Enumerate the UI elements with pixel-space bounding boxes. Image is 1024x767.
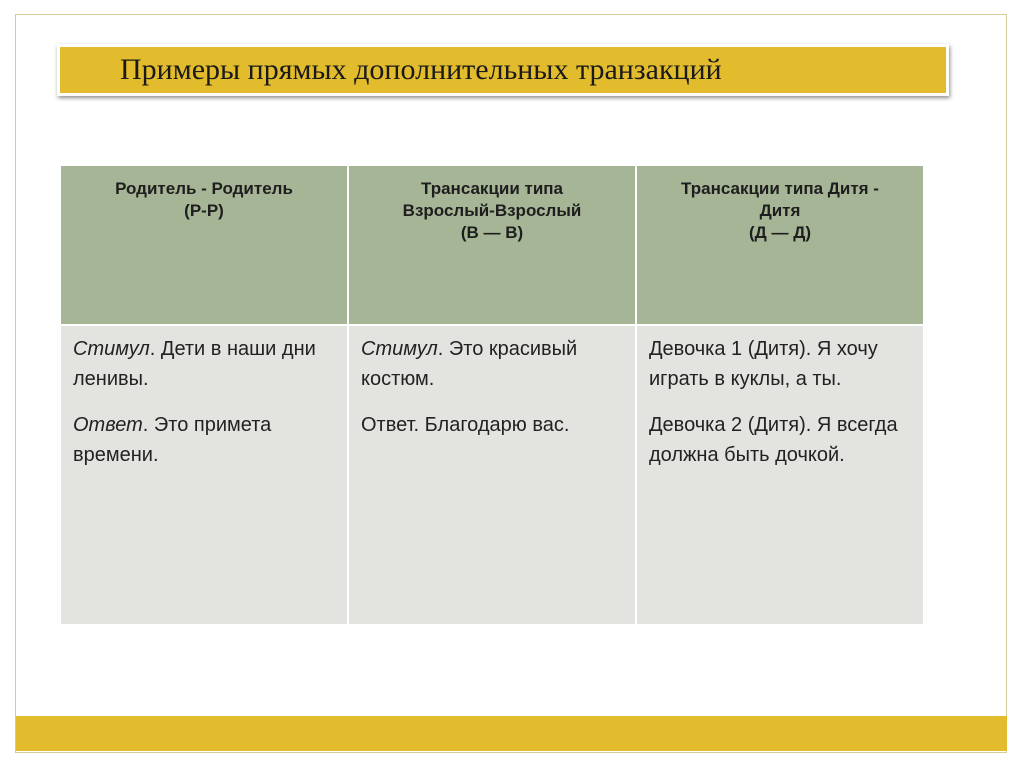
table-container xyxy=(59,164,925,626)
stimulus-text: . Это красивый костюм. xyxy=(361,338,578,390)
table-row xyxy=(60,325,924,625)
girl-2-paragraph xyxy=(649,410,911,470)
header-line: Родитель - Родитель xyxy=(115,179,293,198)
table-header-row xyxy=(60,165,924,325)
bottom-accent-band xyxy=(16,716,1007,751)
header-adult-adult xyxy=(348,165,636,325)
girl-1-text: Девочка 1 (Дитя). Я хочу играть в куклы, а ты. xyxy=(649,338,878,390)
response-label: Ответ xyxy=(73,414,143,436)
header-line: Взрослый-Взрослый xyxy=(402,201,582,220)
cell-adult-adult xyxy=(348,325,636,625)
response-text: Ответ. Благодарю вас. xyxy=(361,414,570,436)
header-parent-parent xyxy=(60,165,348,325)
transactions-table xyxy=(59,164,925,626)
header-line: Трансакции типа xyxy=(420,179,564,198)
cell-child-child xyxy=(636,325,924,625)
girl-2-text: Девочка 2 (Дитя). Я всегда должна быть дочкой. xyxy=(649,414,898,466)
header-line: (Д — Д) xyxy=(749,223,811,242)
header-child-child xyxy=(636,165,924,325)
header-line: (В — В) xyxy=(460,223,524,242)
response-paragraph xyxy=(73,410,335,470)
title-bar xyxy=(57,44,949,96)
slide-title: Примеры прямых дополнительных транзакций xyxy=(120,53,722,86)
header-line: (Р-Р) xyxy=(184,201,224,220)
cell-parent-parent xyxy=(60,325,348,625)
response-text: . Это примета времени. xyxy=(73,414,272,466)
stimulus-paragraph xyxy=(361,334,623,394)
stimulus-label: Стимул xyxy=(73,338,150,360)
response-paragraph xyxy=(361,410,623,440)
stimulus-label: Стимул xyxy=(361,338,438,360)
header-line: Дитя xyxy=(759,201,801,220)
girl-1-paragraph xyxy=(649,334,911,394)
header-line: Трансакции типа Дитя - xyxy=(681,179,879,198)
stimulus-text: . Дети в наши дни ленивы. xyxy=(73,338,316,390)
stimulus-paragraph xyxy=(73,334,335,394)
